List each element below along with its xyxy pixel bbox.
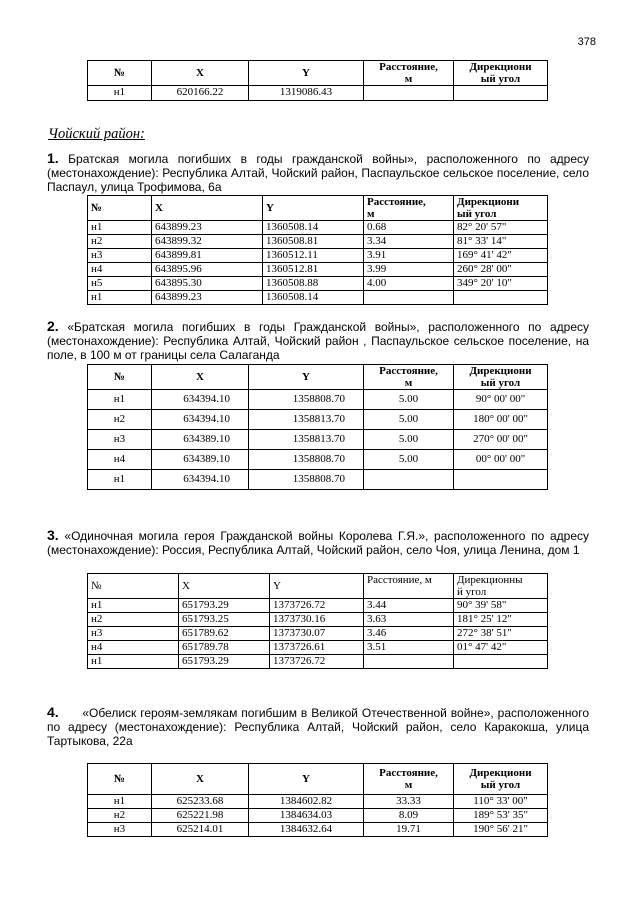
cell-x: 643895.96 [152, 263, 263, 277]
cell-distance: 3.46 [364, 627, 454, 641]
cell-bearing: 272° 38' 51" [454, 627, 548, 641]
table-row [88, 277, 548, 291]
header-distance: Расстояние, м [364, 196, 454, 221]
cell-x: 625233.68 [152, 795, 249, 809]
table-row [88, 599, 548, 613]
cell-bearing [454, 86, 548, 101]
table-row [88, 450, 548, 470]
cell-point: н3 [88, 249, 152, 263]
section-4-number: 4. [47, 704, 59, 720]
header-x: X [179, 574, 270, 599]
cell-y: 1384632.64 [249, 823, 364, 837]
table-row [88, 823, 548, 837]
header-bearing: Дирекционны й угол [454, 574, 548, 599]
cell-point: н1 [88, 599, 179, 613]
cell-distance: 8.09 [364, 809, 454, 823]
cell-x: 634394.10 [152, 410, 249, 430]
cell-y: 1358813.70 [249, 410, 364, 430]
header-distance: Расстояние, м [364, 764, 454, 795]
cell-bearing [454, 291, 548, 305]
cell-x: 643899.23 [152, 291, 263, 305]
header-x: X [152, 764, 249, 795]
cell-x: 651789.78 [179, 641, 270, 655]
cell-bearing: 90° 00' 00" [454, 390, 548, 410]
header-x: X [152, 61, 249, 86]
page-number: 378 [577, 36, 596, 48]
header-y: Y [270, 574, 364, 599]
cell-y: 1373726.72 [270, 599, 364, 613]
cell-distance: 33.33 [364, 795, 454, 809]
section-1-description: Братская могила погибших в годы гражданской войны», расположенного по адресу (местонахождение): Республика Алтай, Чойский район, Паспаульское сельское поселение, село Паспаул, улица Трофимова, 6а [47, 152, 589, 194]
cell-distance: 19.71 [364, 823, 454, 837]
section-2-number: 2. [47, 318, 59, 334]
cell-point: н1 [88, 291, 152, 305]
cell-bearing: 270° 00' 00" [454, 430, 548, 450]
cell-distance: 3.91 [364, 249, 454, 263]
cell-x: 634389.10 [152, 450, 249, 470]
cell-bearing: 189° 53' 35" [454, 809, 548, 823]
cell-bearing: 110° 33' 00" [454, 795, 548, 809]
section-2-table [87, 364, 548, 490]
header-number: № [88, 574, 179, 599]
header-distance: Расстояние, м [364, 574, 454, 599]
cell-bearing: 90° 39' 58" [454, 599, 548, 613]
cell-point: н3 [88, 627, 179, 641]
cell-distance: 3.63 [364, 613, 454, 627]
cell-bearing: 81° 33' 14" [454, 235, 548, 249]
cell-bearing: 01° 47' 42" [454, 641, 548, 655]
cell-point: н4 [88, 450, 152, 470]
table-row [88, 627, 548, 641]
header-distance: Расстояние, м [364, 61, 454, 86]
cell-x: 643899.23 [152, 221, 263, 235]
cell-distance: 3.51 [364, 641, 454, 655]
section-3-description: «Одиночная могила героя Гражданской войны Королева Г.Я.», расположенного по адресу (местонахождение): Россия, Республика Алтай, Чойский район, село Чоя, улица Ленина, дом 1 [47, 529, 589, 557]
cell-y: 1360508.88 [263, 277, 364, 291]
header-x: X [152, 196, 263, 221]
cell-point: н2 [88, 235, 152, 249]
cell-y: 1373726.72 [270, 655, 364, 669]
cell-bearing: 260° 28' 00" [454, 263, 548, 277]
cell-x: 651793.29 [179, 655, 270, 669]
table-row [88, 86, 548, 101]
section-3-text [47, 528, 589, 557]
cell-point: н3 [88, 430, 152, 450]
cell-y: 1358813.70 [249, 430, 364, 450]
table-row [88, 390, 548, 410]
cell-distance: 5.00 [364, 390, 454, 410]
cell-x: 634389.10 [152, 430, 249, 450]
table-row [88, 795, 548, 809]
cell-bearing [454, 470, 548, 490]
district-heading: Чойский район: [48, 126, 145, 142]
cell-y: 1358808.70 [249, 450, 364, 470]
table-header-row [88, 764, 548, 795]
section-2-description: «Братская могила погибших в годы Гражданской войны», расположенного по адресу (местонахождение): Республика Алтай, Чойский район , Паспаульское сельское поселение, на поле, в 100 м от границы села Салаганда [47, 320, 590, 362]
cell-x: 634394.10 [152, 470, 249, 490]
cell-distance: 5.00 [364, 430, 454, 450]
cell-x: 651793.29 [179, 599, 270, 613]
cell-point: н1 [88, 86, 152, 101]
section-4-table [87, 763, 548, 837]
cell-distance: 0.68 [364, 221, 454, 235]
table-header-row [88, 574, 548, 599]
cell-distance: 3.34 [364, 235, 454, 249]
cell-distance: 3.99 [364, 263, 454, 277]
cell-bearing: 190° 56' 21" [454, 823, 548, 837]
table-row [88, 249, 548, 263]
cell-x: 643899.32 [152, 235, 263, 249]
cell-point: н4 [88, 641, 179, 655]
cell-point: н1 [88, 795, 152, 809]
cell-distance: 5.00 [364, 450, 454, 470]
cell-y: 1360512.11 [263, 249, 364, 263]
header-number: № [88, 764, 152, 795]
cell-point: н5 [88, 277, 152, 291]
cell-x: 625214.01 [152, 823, 249, 837]
cell-distance [364, 86, 454, 101]
header-y: Y [249, 365, 364, 390]
cell-x: 625221.98 [152, 809, 249, 823]
cell-bearing [454, 655, 548, 669]
cell-y: 1360508.14 [263, 221, 364, 235]
cell-bearing: 181° 25' 12" [454, 613, 548, 627]
cell-distance [364, 655, 454, 669]
section-2-text [47, 319, 589, 362]
section-3-number: 3. [47, 527, 59, 543]
cell-distance: 4.00 [364, 277, 454, 291]
cell-y: 1373730.16 [270, 613, 364, 627]
section-1-text [47, 151, 589, 194]
header-bearing: Дирекциони ый угол [454, 764, 548, 795]
cell-x: 620166.22 [152, 86, 249, 101]
cell-x: 651789.62 [179, 627, 270, 641]
cell-point: н1 [88, 655, 179, 669]
cell-point: н1 [88, 221, 152, 235]
coordinates-table-continued [87, 60, 548, 101]
cell-x: 643899.81 [152, 249, 263, 263]
section-1-number: 1. [47, 150, 59, 166]
header-distance: Расстояние, м [364, 365, 454, 390]
section-4-text [47, 705, 589, 748]
table-row [88, 410, 548, 430]
cell-bearing: 169° 41' 42" [454, 249, 548, 263]
cell-y: 1373726.61 [270, 641, 364, 655]
header-y: Y [263, 196, 364, 221]
table-row [88, 613, 548, 627]
table-row [88, 641, 548, 655]
table-row [88, 655, 548, 669]
table-header-row [88, 61, 548, 86]
table-header-row [88, 196, 548, 221]
cell-point: н1 [88, 470, 152, 490]
cell-y: 1373730.07 [270, 627, 364, 641]
cell-point: н4 [88, 263, 152, 277]
cell-x: 651793.25 [179, 613, 270, 627]
cell-point: н2 [88, 613, 179, 627]
cell-distance: 3.44 [364, 599, 454, 613]
cell-y: 1384602.82 [249, 795, 364, 809]
cell-distance [364, 291, 454, 305]
cell-y: 1358808.70 [249, 470, 364, 490]
cell-bearing: 349° 20' 10" [454, 277, 548, 291]
cell-y: 1360508.14 [263, 291, 364, 305]
header-bearing: Дирекциони ый угол [454, 61, 548, 86]
cell-y: 1360512.81 [263, 263, 364, 277]
header-y: Y [249, 764, 364, 795]
header-number: № [88, 365, 152, 390]
header-y: Y [249, 61, 364, 86]
cell-y: 1319086.43 [249, 86, 364, 101]
header-x: X [152, 365, 249, 390]
cell-distance [364, 470, 454, 490]
cell-bearing: 180° 00' 00" [454, 410, 548, 430]
header-number: № [88, 61, 152, 86]
section-4-description: «Обелиск героям-землякам погибшим в Великой Отечественной войне», расположенного по адресу (местонахождение): Республика Алтай, Чойский район, село Каракокша, улица Тартыкова, 22а [47, 706, 589, 748]
cell-bearing: 00° 00' 00" [454, 450, 548, 470]
table-header-row [88, 365, 548, 390]
header-bearing: Дирекциони ый угол [454, 365, 548, 390]
table-row [88, 470, 548, 490]
cell-point: н2 [88, 410, 152, 430]
table-row [88, 809, 548, 823]
cell-y: 1358808.70 [249, 390, 364, 410]
table-row [88, 221, 548, 235]
header-bearing: Дирекциони ый угол [454, 196, 548, 221]
cell-y: 1384634.03 [249, 809, 364, 823]
table-row [88, 235, 548, 249]
section-3-table [87, 573, 548, 669]
section-1-table [87, 195, 548, 305]
cell-x: 634394.10 [152, 390, 249, 410]
cell-y: 1360508.81 [263, 235, 364, 249]
cell-point: н3 [88, 823, 152, 837]
table-row [88, 291, 548, 305]
cell-distance: 5.00 [364, 410, 454, 430]
table-row [88, 430, 548, 450]
cell-point: н2 [88, 809, 152, 823]
cell-bearing: 82° 20' 57" [454, 221, 548, 235]
table-row [88, 263, 548, 277]
cell-x: 643895.30 [152, 277, 263, 291]
header-number: № [88, 196, 152, 221]
cell-point: н1 [88, 390, 152, 410]
